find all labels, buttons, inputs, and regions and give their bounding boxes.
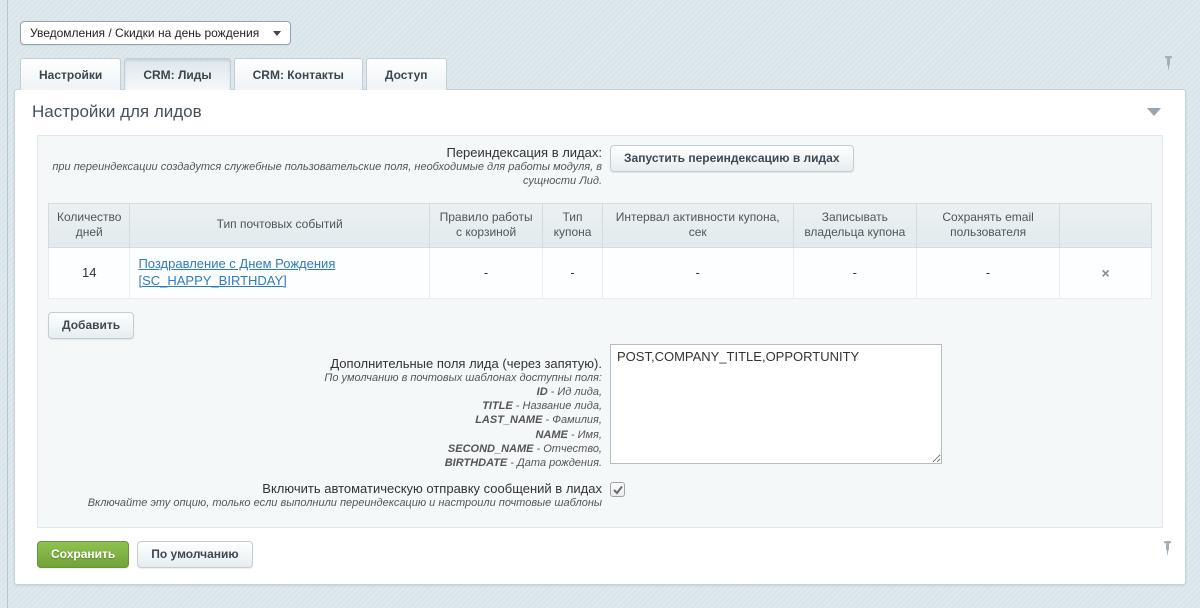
- settings-panel: [14, 89, 1186, 585]
- mail-event-code: [SC_HAPPY_BIRTHDAY]: [138, 272, 287, 288]
- tab-settings[interactable]: Настройки: [20, 58, 121, 90]
- extra-fields-label-cell: [38, 344, 602, 471]
- default-button[interactable]: По умолчанию: [137, 541, 252, 568]
- hint-item: LAST_NAME - Фамилия,: [475, 414, 602, 427]
- cell-event-type: [130, 247, 429, 298]
- col-header-coupon-type: Тип купона: [543, 203, 602, 247]
- mail-events-table: [48, 203, 1152, 299]
- col-header-days: Количество дней: [49, 203, 130, 247]
- pushpin-icon[interactable]: [1163, 55, 1174, 77]
- mail-event-link[interactable]: [138, 256, 335, 290]
- cell-coupon-type: -: [543, 247, 602, 298]
- cell-coupon-owner: -: [793, 247, 916, 298]
- col-header-save-email: Сохранять email пользователя: [917, 203, 1060, 247]
- caret-down-icon: [273, 31, 281, 36]
- cell-basket-rule: -: [429, 247, 542, 298]
- table-row: [49, 247, 1152, 298]
- extra-fields-label: Дополнительные поля лида (через запятую).: [330, 355, 602, 371]
- extra-fields-hint: [38, 371, 602, 471]
- tab-access[interactable]: Доступ: [366, 58, 447, 90]
- module-select-value: Уведомления / Скидки на день рождения: [30, 26, 260, 40]
- table-header-row: [49, 203, 1152, 247]
- col-header-actions: [1060, 203, 1152, 247]
- hint-item: ID - Ид лида,: [536, 385, 602, 398]
- tabbar: [20, 58, 447, 90]
- cell-coupon-interval: -: [602, 247, 793, 298]
- page-title: Настройки для лидов: [32, 102, 202, 121]
- panel-title-row: [15, 90, 1185, 132]
- col-header-coupon-interval: Интервал активности купона, сек: [602, 203, 793, 247]
- panel-footer: [15, 528, 1185, 584]
- col-header-basket-rule: Правило работы с корзиной: [429, 203, 542, 247]
- module-select[interactable]: [20, 21, 291, 45]
- auto-send-row: [38, 481, 1162, 510]
- reindex-row: [38, 145, 1162, 189]
- save-button[interactable]: Сохранить: [37, 541, 129, 568]
- page-edge-line: [7, 0, 8, 608]
- extra-fields-row: [38, 344, 1162, 471]
- chevron-down-icon[interactable]: [1147, 108, 1161, 116]
- check-icon: [612, 484, 624, 496]
- cell-days: 14: [49, 247, 130, 298]
- reindex-field-cell: [602, 145, 1162, 172]
- reindex-label-cell: [38, 145, 602, 189]
- tab-crm-leads[interactable]: CRM: Лиды: [124, 58, 230, 90]
- reindex-label: Переиндексация в лидах:: [446, 145, 602, 160]
- hint-intro: По умолчанию в почтовых шаблонах доступны поля:: [324, 371, 602, 384]
- extra-fields-field-cell: [602, 344, 1162, 469]
- extra-fields-textarea[interactable]: [610, 344, 942, 464]
- auto-send-label-cell: [38, 481, 602, 510]
- hint-item: SECOND_NAME - Отчество,: [447, 443, 602, 456]
- col-header-event-type: Тип почтовых событий: [130, 203, 429, 247]
- hint-item: TITLE - Название лида,: [482, 400, 602, 413]
- mail-event-title: Поздравление с Днем Рождения: [138, 255, 336, 271]
- cell-save-email: -: [917, 247, 1060, 298]
- auto-send-field-cell: [602, 481, 1162, 502]
- hint-item: BIRTHDATE - Дата рождения.: [444, 457, 602, 470]
- add-button-wrap: [48, 312, 1162, 339]
- auto-send-checkbox[interactable]: [610, 482, 625, 497]
- settings-box: [37, 135, 1163, 528]
- auto-send-note: Включайте эту опцию, только если выполнили переиндексацию и настроили почтовые шаблоны: [87, 496, 602, 509]
- tab-crm-contacts[interactable]: CRM: Контакты: [234, 58, 363, 90]
- pushpin-icon[interactable]: [1162, 540, 1173, 562]
- hint-item: NAME - Имя,: [535, 428, 602, 441]
- cell-actions: [1060, 247, 1152, 298]
- col-header-coupon-owner: Записывать владельца купона: [793, 203, 916, 247]
- auto-send-label: Включить автоматическую отправку сообщений в лидах: [262, 480, 602, 496]
- run-reindex-button[interactable]: Запустить переиндексацию в лидах: [610, 145, 854, 172]
- reindex-note: при переиндексации создадутся служебные пользовательские поля, необходимые для работы модуля, в сущности Лид.: [52, 161, 602, 188]
- add-button[interactable]: Добавить: [48, 312, 134, 339]
- x-icon[interactable]: ×: [1101, 264, 1110, 281]
